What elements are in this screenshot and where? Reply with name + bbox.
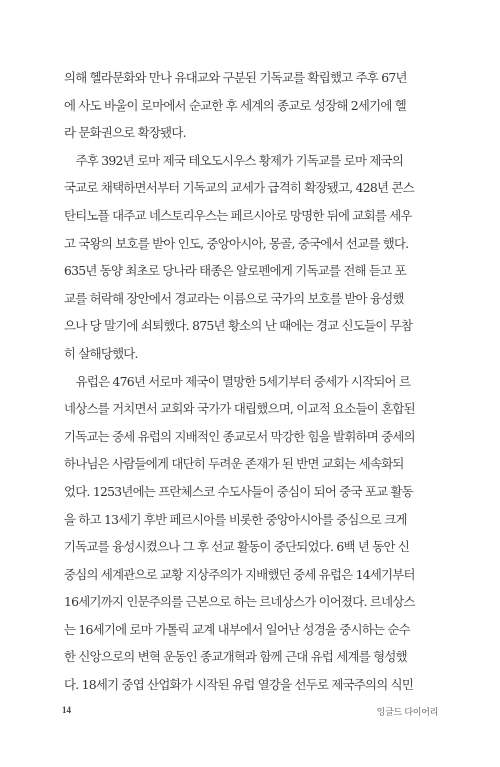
text-line: 하나님은 사람들에게 대단히 두려운 존재가 된 반면 교회는 세속화되 [64,456,404,472]
text-line: 라 문화권으로 확장됐다. [64,125,186,141]
text-line: 기독교는 중세 유럽의 지배적인 종교로서 막강한 힘을 발휘하며 중세의 [64,428,415,444]
text-line: 16세기까지 인문주의를 근본으로 하는 르네상스가 이어졌다. 르네상스 [64,594,415,610]
text-line: 에 사도 바울이 로마에서 순교한 후 세계의 종교로 성장해 2세기에 헬 [64,97,406,113]
text-line: 유럽은 476년 서로마 제국이 멸망한 5세기부터 중세가 시작되어 르 [64,373,411,389]
text-line: 기독교를 융성시켰으나 그 후 선교 활동이 중단되었다. 6백 년 동안 신 [64,539,410,555]
text-line: 네상스를 거치면서 교회와 국가가 대립했으며, 이교적 요소들이 혼합된 [64,401,415,417]
text-line: 으나 당 말기에 쇠퇴했다. 875년 황소의 난 때에는 경교 신도들이 무참 [64,318,413,334]
running-title: 잉글드 다이어리 [376,708,438,718]
text-line: 교를 허락해 장안에서 경교라는 이름으로 국가의 보호를 받아 융성했 [64,290,404,306]
text-line: 탄티노플 대주교 네스토리우스는 페르시아로 망명한 뒤에 교회를 세우 [64,207,412,223]
body-text [64,64,438,699]
text-line: 는 16세기에 로마 가톨릭 교계 내부에서 일어난 성경을 중시하는 순수 [64,621,410,637]
text-line: 고 국왕의 보호를 받아 인도, 중앙아시아, 몽골, 중국에서 선교를 했다. [64,235,409,251]
text-line: 었다. 1253년에는 프란체스코 수도사들이 중심이 되어 중국 포교 활동 [64,483,413,499]
text-line: 한 신앙으로의 변혁 운동인 종교개혁과 함께 근대 유럽 세계를 형성했 [64,649,407,665]
text-line: 다. 18세기 중엽 산업화가 시작된 유럽 열강을 선두로 제국주의의 식민 [64,677,414,693]
text-line: 을 하고 13세기 후반 페르시아를 비롯한 중앙아시아를 중심으로 크게 [64,511,407,527]
text-line: 의해 헬라문화와 만나 유대교와 구분된 기독교를 확립했고 주후 67년 [64,70,407,85]
text-line: 히 살해당했다. [64,345,138,361]
text-line: 주후 392년 로마 제국 테오도시우스 황제가 기독교를 로마 제국의 [64,152,404,168]
page-footer [62,705,438,721]
text-line: 중심의 세계관으로 교황 지상주의가 지배했던 중세 유럽은 14세기부터 [64,566,415,582]
text-line: 국교로 채택하면서부터 기독교의 교세가 급격히 확장됐고, 428년 콘스 [64,180,414,196]
page-number: 14 [62,705,71,715]
text-line: 635년 동양 최초로 당나라 태종은 알로펜에게 기독교를 전해 듣고 포 [64,263,406,279]
